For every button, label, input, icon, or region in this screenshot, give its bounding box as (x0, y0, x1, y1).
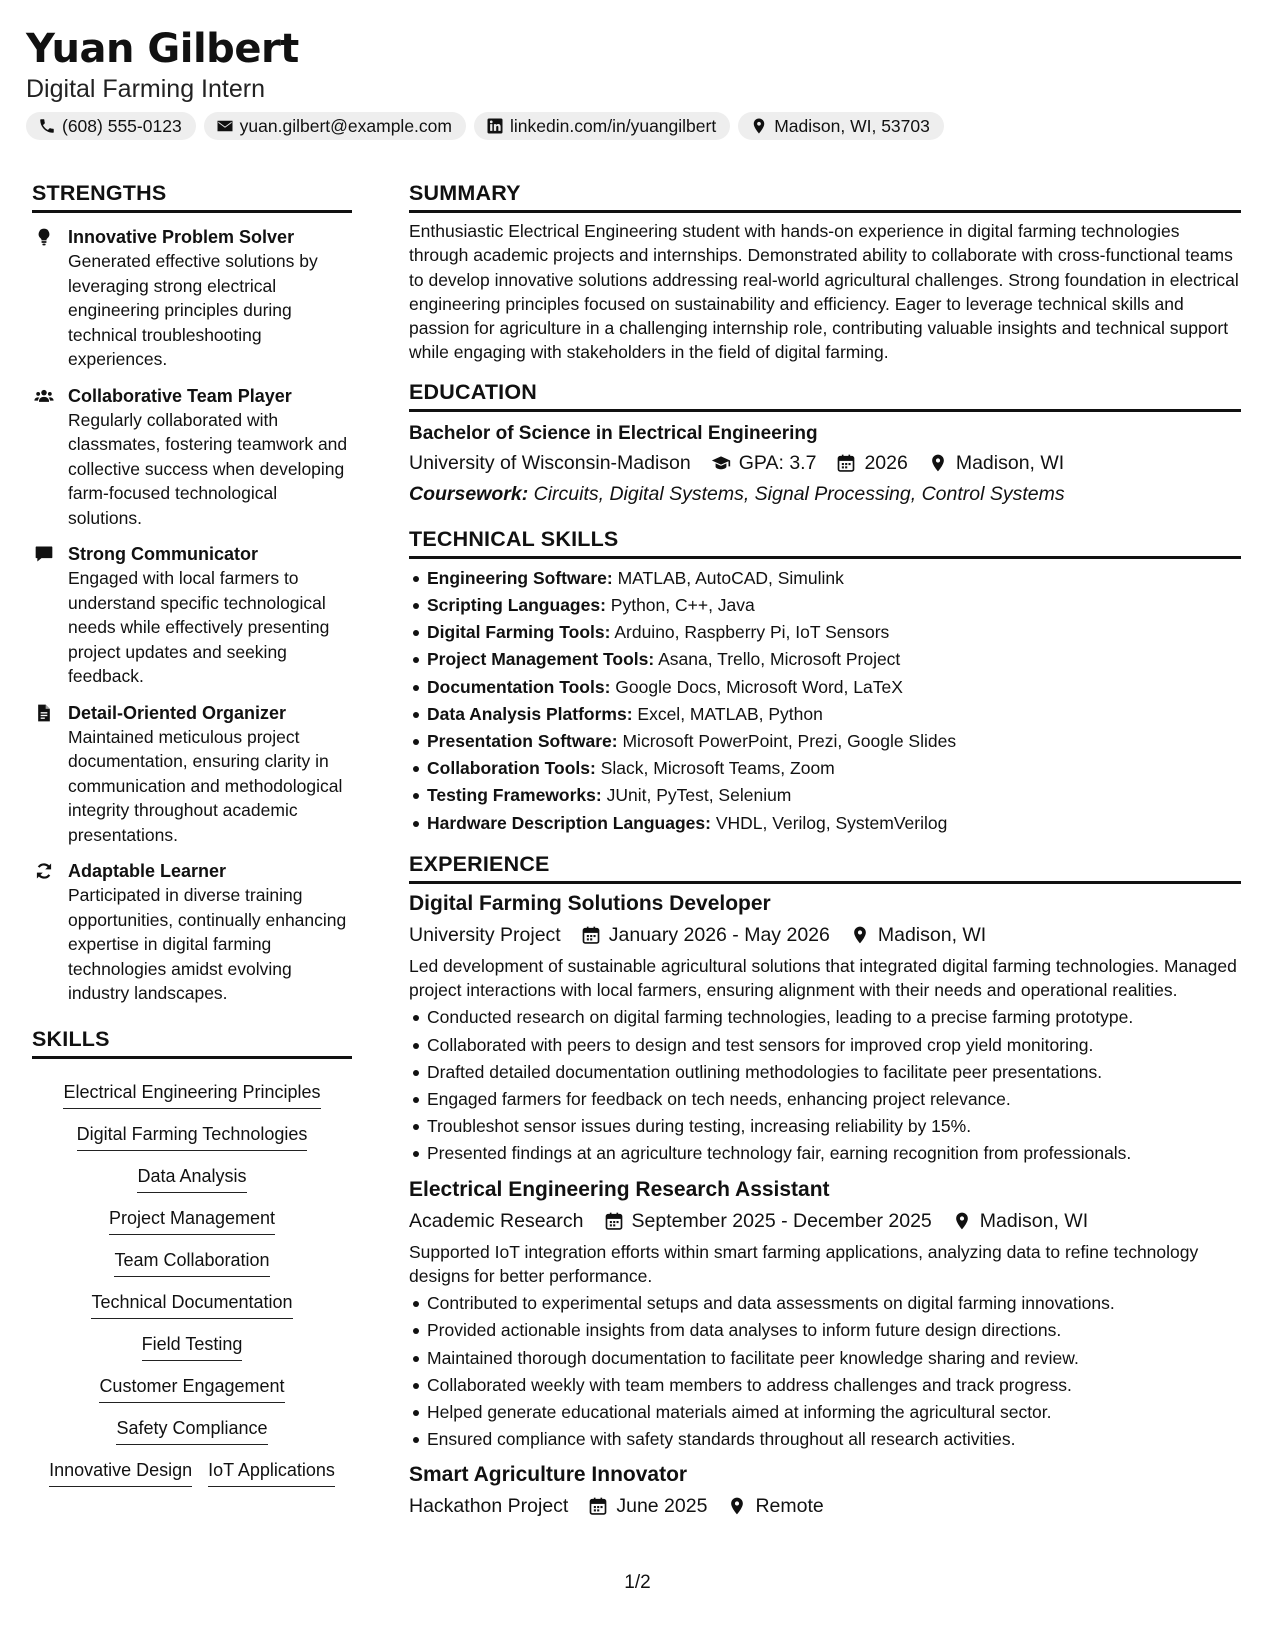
comment-icon (34, 544, 54, 564)
strength-title: Innovative Problem Solver (68, 227, 295, 247)
experience-heading: EXPERIENCE (409, 851, 1241, 884)
skill-tag: Innovative Design (49, 1458, 192, 1487)
strength-title: Strong Communicator (68, 544, 259, 564)
envelope-icon (216, 117, 234, 135)
calendar-icon (836, 453, 856, 473)
school-name: University of Wisconsin-Madison (409, 451, 691, 474)
users-icon (34, 386, 54, 406)
contact-linkedin-text: linkedin.com/in/yuangilbert (509, 115, 717, 136)
list-item: Drafted detailed documentation outlining methodologies to facilitate peer presentations. (409, 1059, 1241, 1086)
list-item: Project Management Tools: Asana, Trello, Microsoft Project (409, 646, 1241, 673)
degree-title: Bachelor of Science in Electrical Engineering (409, 422, 818, 444)
list-item: Collaborated with peers to design and test sensors for improved crop yield monitoring. (409, 1032, 1241, 1059)
candidate-name: Yuan Gilbert (26, 26, 299, 72)
list-item: Presented findings at an agriculture technology fair, earning recognition from professionals. (409, 1140, 1241, 1167)
skill-tag: Customer Engagement (99, 1374, 284, 1403)
strength-description: Participated in diverse training opportunities, continually enhancing expertise in digital farming technologies amidst evolving industry landscapes. (68, 885, 347, 1003)
job-bullets (409, 1004, 1241, 1167)
skill-tag: Data Analysis (137, 1164, 246, 1193)
graduation-year: 2026 (864, 451, 908, 474)
job-description: Supported IoT integration efforts within smart farming applications, analyzing data to refine technology designs for better performance. (409, 1241, 1199, 1286)
job-dates: January 2026 - May 2026 (608, 923, 830, 946)
skill-tag: Team Collaboration (114, 1248, 269, 1277)
strengths-heading: STRENGTHS (32, 180, 352, 213)
job-meta (409, 920, 1241, 950)
skill-tag: Project Management (109, 1206, 275, 1235)
job-title: Electrical Engineering Research Assistant (409, 1177, 830, 1201)
job-location: Madison, WI (979, 1209, 1089, 1232)
list-item: Digital Farming Tools: Arduino, Raspberry Pi, IoT Sensors (409, 619, 1241, 646)
job-dates: September 2025 - December 2025 (631, 1209, 932, 1232)
job-meta (409, 1491, 1241, 1521)
gpa: GPA: 3.7 (738, 451, 817, 474)
contact-email-text: yuan.gilbert@example.com (239, 115, 452, 136)
list-item: Engaged farmers for feedback on tech needs, enhancing project relevance. (409, 1086, 1241, 1113)
list-item: Ensured compliance with safety standards throughout all research activities. (409, 1426, 1241, 1453)
skills-list (32, 1067, 352, 1487)
list-item: Contributed to experimental setups and data assessments on digital farming innovations. (409, 1290, 1241, 1317)
contact-bar (26, 112, 1256, 140)
experience-entry (409, 890, 1241, 1168)
page-number: 1/2 (624, 1572, 651, 1593)
list-item: Provided actionable insights from data analyses to inform future design directions. (409, 1317, 1241, 1344)
list-item: Helped generate educational materials aimed at informing the agricultural sector. (409, 1399, 1241, 1426)
document-icon (34, 703, 54, 723)
list-item: Conducted research on digital farming technologies, leading to a precise farming prototype. (409, 1004, 1241, 1031)
skill-tag: Safety Compliance (116, 1416, 267, 1445)
list-item: Presentation Software: Microsoft PowerPoint, Prezi, Google Slides (409, 728, 1241, 755)
location-pin-icon (750, 117, 768, 135)
list-item: Engineering Software: MATLAB, AutoCAD, Simulink (409, 565, 1241, 592)
skill-tag: Field Testing (142, 1332, 243, 1361)
contact-phone[interactable] (26, 112, 196, 140)
contact-phone-text: (608) 555-0123 (62, 115, 182, 136)
list-item: Troubleshot sensor issues during testing, increasing reliability by 15%. (409, 1113, 1241, 1140)
job-dates: June 2025 (616, 1495, 708, 1518)
summary-text: Enthusiastic Electrical Engineering student with hands-on experience in digital farming technologies through academic projects and internships. Demonstrated ability to collaborate with cross-functional teams to develop innovative solutions addressing real-world agricultural challenges. Strong foundation in electrical engineering principles focused on sustainability and efficiency. Eager to leverage technical skills and passion for agriculture in a challenging internship role, contributing valuable insights and technical support while engaging with stakeholders in the field of digital farming. (409, 221, 1239, 363)
experience-entry (409, 1176, 1241, 1454)
education-heading: EDUCATION (409, 379, 1241, 412)
contact-email[interactable] (204, 112, 466, 140)
strength-description: Maintained meticulous project documentation, ensuring clarity in communication and methodological integrity throughout academic presentations. (68, 726, 343, 845)
skill-tag: Technical Documentation (91, 1290, 292, 1319)
calendar-icon (604, 1211, 624, 1231)
job-org: Hackathon Project (409, 1495, 569, 1518)
location-pin-icon (727, 1496, 747, 1516)
strength-item (32, 542, 352, 689)
technical-skills-heading: TECHNICAL SKILLS (409, 526, 1241, 559)
job-org: Academic Research (409, 1209, 584, 1232)
strength-item (32, 859, 352, 1006)
strength-item (32, 701, 352, 848)
strength-description: Generated effective solutions by leveraging strong electrical engineering principles during technical troubleshooting experiences. (68, 251, 318, 369)
list-item: Data Analysis Platforms: Excel, MATLAB, Python (409, 701, 1241, 728)
list-item: Hardware Description Languages: VHDL, Verilog, SystemVerilog (409, 810, 1241, 837)
refresh-icon (34, 861, 54, 881)
education-meta (409, 448, 1241, 478)
location-pin-icon (850, 925, 870, 945)
location-pin-icon (928, 453, 948, 473)
experience-entry (409, 1461, 1241, 1521)
job-meta (409, 1206, 1241, 1236)
calendar-icon (588, 1496, 608, 1516)
strength-description: Engaged with local farmers to understand specific technological needs while effectively presenting project updates and seeking feedback. (68, 568, 330, 686)
skill-tag: Digital Farming Technologies (77, 1122, 308, 1151)
skill-tag: IoT Applications (208, 1458, 335, 1487)
strength-title: Detail-Oriented Organizer (68, 702, 287, 723)
right-column (409, 180, 1241, 1521)
skills-heading: SKILLS (32, 1026, 352, 1059)
linkedin-icon (486, 117, 504, 135)
list-item: Testing Frameworks: JUnit, PyTest, Selenium (409, 782, 1241, 809)
phone-icon (38, 117, 56, 135)
graduation-cap-icon (711, 453, 731, 473)
coursework (409, 480, 1241, 508)
job-location: Madison, WI (877, 923, 987, 946)
job-location: Remote (755, 1495, 824, 1518)
left-column (32, 180, 352, 1487)
job-title: Smart Agriculture Innovator (409, 1463, 688, 1487)
strength-description: Regularly collaborated with classmates, fostering teamwork and collective success when developing farm-focused technological solutions. (68, 409, 348, 528)
contact-location-text: Madison, WI, 53703 (774, 115, 930, 136)
strength-title: Adaptable Learner (68, 861, 227, 881)
summary-heading: SUMMARY (409, 180, 1241, 213)
coursework-list: Circuits, Digital Systems, Signal Processing, Control Systems (533, 482, 1065, 505)
technical-skills-list (409, 565, 1241, 837)
strength-item (32, 225, 352, 372)
list-item: Collaborated weekly with team members to address challenges and track progress. (409, 1372, 1241, 1399)
strength-item (32, 384, 352, 531)
school-location: Madison, WI (955, 451, 1065, 474)
list-item: Documentation Tools: Google Docs, Microsoft Word, LaTeX (409, 674, 1241, 701)
list-item: Maintained thorough documentation to facilitate peer knowledge sharing and review. (409, 1345, 1241, 1372)
coursework-label: Coursework: (409, 482, 529, 505)
list-item: Collaboration Tools: Slack, Microsoft Teams, Zoom (409, 755, 1241, 782)
job-bullets (409, 1290, 1241, 1453)
skill-tag: Electrical Engineering Principles (63, 1080, 320, 1109)
contact-location (738, 112, 944, 140)
resume-header (26, 26, 1256, 140)
job-title: Digital Farming Solutions Developer (409, 891, 771, 915)
location-pin-icon (952, 1211, 972, 1231)
calendar-icon (581, 925, 601, 945)
job-description: Led development of sustainable agricultural solutions that integrated digital farming technologies. Managed project interactions with local farmers, ensuring alignment with their needs and operational realities. (409, 955, 1237, 1001)
list-item: Scripting Languages: Python, C++, Java (409, 592, 1241, 619)
lightbulb-icon (34, 227, 54, 247)
contact-linkedin[interactable] (474, 112, 730, 140)
job-org: University Project (409, 923, 561, 946)
strength-title: Collaborative Team Player (68, 385, 292, 406)
candidate-role: Digital Farming Intern (26, 75, 265, 103)
